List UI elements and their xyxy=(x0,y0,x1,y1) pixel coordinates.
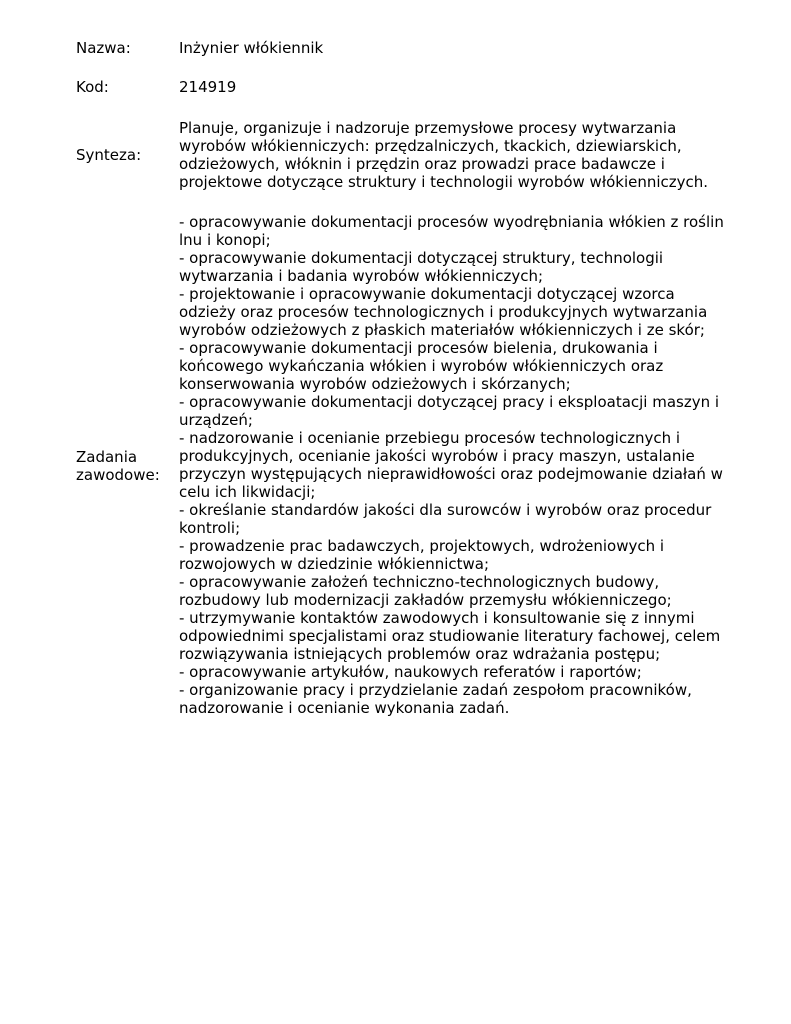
tasks-line: rozbudowy lub modernizacji zakładów przemysłu włókienniczego; xyxy=(179,591,672,609)
tasks-line: kontroli; xyxy=(179,519,241,537)
tasks-line: konserwowania wyrobów odzieżowych i skórzanych; xyxy=(179,375,571,393)
tasks-line: - opracowywanie artykułów, naukowych referatów i raportów; xyxy=(179,663,642,681)
tasks-line: celu ich likwidacji; xyxy=(179,483,316,501)
synthesis-line: Planuje, organizuje i nadzoruje przemysłowe procesy wytwarzania xyxy=(179,119,677,137)
tasks-line: odzieży oraz procesów technologicznych i produkcyjnych wytwarzania xyxy=(179,303,708,321)
synthesis-line: odzieżowych, włóknin i przędzin oraz prowadzi prace badawcze i xyxy=(179,155,665,173)
tasks-line: - opracowywanie dokumentacji procesów bielenia, drukowania i xyxy=(179,339,658,357)
tasks-line: - opracowywanie dokumentacji dotyczącej struktury, technologii xyxy=(179,249,664,267)
code-value: 214919 xyxy=(179,78,237,96)
synthesis-line: wyrobów włókienniczych: przędzalniczych, tkackich, dziewiarskich, xyxy=(179,137,682,155)
tasks-line: - projektowanie i opracowywanie dokumentacji dotyczącej wzorca xyxy=(179,285,675,303)
tasks-line: - opracowywanie dokumentacji procesów wyodrębniania włókien z roślin xyxy=(179,213,724,231)
name-value: Inżynier włókiennik xyxy=(179,39,324,57)
tasks-line: wyrobów odzieżowych z płaskich materiałów włókienniczych i ze skór; xyxy=(179,321,705,339)
name-label: Nazwa: xyxy=(76,39,131,57)
tasks-line: - utrzymywanie kontaktów zawodowych i konsultowanie się z innymi xyxy=(179,609,695,627)
tasks-label: Zadania zawodowe: xyxy=(76,448,160,484)
tasks-line: produkcyjnych, ocenianie jakości wyrobów i pracy maszyn, ustalanie xyxy=(179,447,695,465)
tasks-line: przyczyn występujących nieprawidłowości oraz podejmowanie działań w xyxy=(179,465,723,483)
tasks-line: - określanie standardów jakości dla surowców i wyrobów oraz procedur xyxy=(179,501,712,519)
tasks-line: - opracowywanie dokumentacji dotyczącej pracy i eksploatacji maszyn i xyxy=(179,393,720,411)
tasks-line: - nadzorowanie i ocenianie przebiegu procesów technologicznych i xyxy=(179,429,681,447)
tasks-line: rozwiązywania istniejących problemów oraz wdrażania postępu; xyxy=(179,645,661,663)
tasks-line: rozwojowych w dziedzinie włókiennictwa; xyxy=(179,555,490,573)
tasks-line: odpowiednimi specjalistami oraz studiowanie literatury fachowej, celem xyxy=(179,627,721,645)
synthesis-line: projektowe dotyczące struktury i technologii wyrobów włókienniczych. xyxy=(179,173,709,191)
tasks-value xyxy=(179,213,751,717)
tasks-line: - prowadzenie prac badawczych, projektowych, wdrożeniowych i xyxy=(179,537,665,555)
synthesis-label: Synteza: xyxy=(76,146,142,164)
tasks-line: nadzorowanie i ocenianie wykonania zadań. xyxy=(179,699,510,717)
code-label: Kod: xyxy=(76,78,109,96)
tasks-line: urządzeń; xyxy=(179,411,253,429)
tasks-line: wytwarzania i badania wyrobów włókienniczych; xyxy=(179,267,544,285)
tasks-line: - opracowywanie założeń techniczno-technologicznych budowy, xyxy=(179,573,660,591)
tasks-line: końcowego wykańczania włókien i wyrobów włókienniczych oraz xyxy=(179,357,664,375)
synthesis-value xyxy=(179,119,751,191)
tasks-line: lnu i konopi; xyxy=(179,231,271,249)
tasks-line: - organizowanie pracy i przydzielanie zadań zespołom pracowników, xyxy=(179,681,692,699)
